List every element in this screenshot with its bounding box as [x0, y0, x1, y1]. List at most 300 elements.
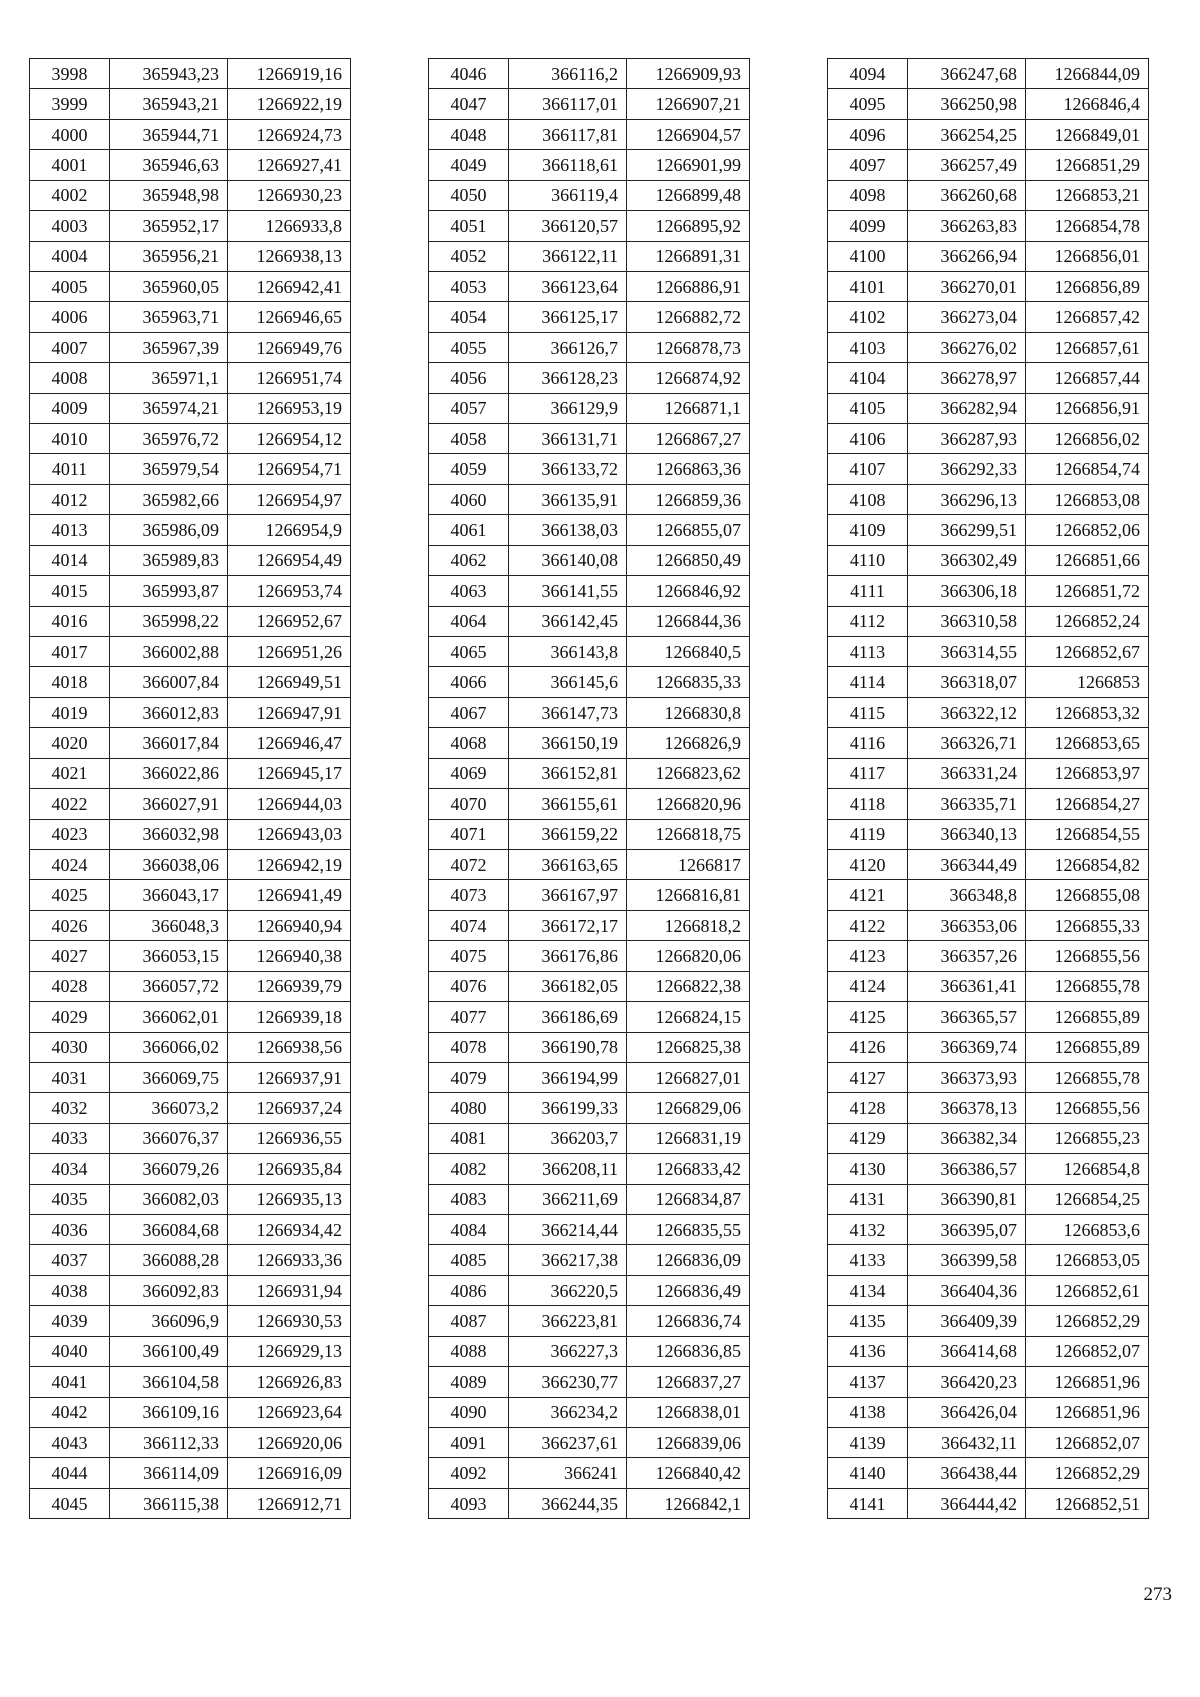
x-coordinate-cell: 366287,93	[908, 424, 1026, 454]
x-coordinate-cell: 366069,75	[110, 1062, 228, 1092]
x-coordinate-cell: 366012,83	[110, 697, 228, 727]
table-row	[30, 484, 351, 514]
y-coordinate-cell: 1266943,03	[228, 819, 351, 849]
point-number-cell: 4019	[30, 697, 110, 727]
table-row	[828, 302, 1149, 332]
point-number-cell: 4014	[30, 545, 110, 575]
point-number-cell: 4140	[828, 1458, 908, 1488]
y-coordinate-cell: 1266904,57	[627, 119, 750, 149]
table-row	[429, 1215, 750, 1245]
table-row	[429, 1336, 750, 1366]
y-coordinate-cell: 1266846,92	[627, 576, 750, 606]
x-coordinate-cell: 366257,49	[908, 150, 1026, 180]
y-coordinate-cell: 1266852,67	[1026, 637, 1149, 667]
x-coordinate-cell: 366142,45	[509, 606, 627, 636]
coordinate-table-2	[428, 58, 750, 1519]
y-coordinate-cell: 1266891,31	[627, 241, 750, 271]
y-coordinate-cell: 1266855,33	[1026, 910, 1149, 940]
y-coordinate-cell: 1266924,73	[228, 119, 351, 149]
table-row	[30, 606, 351, 636]
table-row	[828, 59, 1149, 89]
y-coordinate-cell: 1266853	[1026, 667, 1149, 697]
y-coordinate-cell: 1266907,21	[627, 89, 750, 119]
y-coordinate-cell: 1266916,09	[228, 1458, 351, 1488]
y-coordinate-cell: 1266878,73	[627, 332, 750, 362]
table-row	[828, 1306, 1149, 1336]
point-number-cell: 4036	[30, 1215, 110, 1245]
point-number-cell: 4064	[429, 606, 509, 636]
x-coordinate-cell: 366438,44	[908, 1458, 1026, 1488]
table-row	[30, 1367, 351, 1397]
x-coordinate-cell: 366172,17	[509, 910, 627, 940]
point-number-cell: 4070	[429, 789, 509, 819]
table-row	[828, 667, 1149, 697]
table-row	[828, 1002, 1149, 1032]
point-number-cell: 4076	[429, 971, 509, 1001]
y-coordinate-cell: 1266855,23	[1026, 1123, 1149, 1153]
point-number-cell: 4018	[30, 667, 110, 697]
table-row	[429, 302, 750, 332]
point-number-cell: 4003	[30, 211, 110, 241]
table-row	[429, 59, 750, 89]
point-number-cell: 4017	[30, 637, 110, 667]
y-coordinate-cell: 1266933,8	[228, 211, 351, 241]
point-number-cell: 4002	[30, 180, 110, 210]
point-number-cell: 4119	[828, 819, 908, 849]
y-coordinate-cell: 1266818,75	[627, 819, 750, 849]
x-coordinate-cell: 366123,64	[509, 271, 627, 301]
table-row	[828, 1062, 1149, 1092]
x-coordinate-cell: 365943,21	[110, 89, 228, 119]
y-coordinate-cell: 1266954,12	[228, 424, 351, 454]
y-coordinate-cell: 1266952,67	[228, 606, 351, 636]
point-number-cell: 4098	[828, 180, 908, 210]
x-coordinate-cell: 366432,11	[908, 1427, 1026, 1457]
x-coordinate-cell: 366057,72	[110, 971, 228, 1001]
table-row	[30, 241, 351, 271]
point-number-cell: 4128	[828, 1093, 908, 1123]
y-coordinate-cell: 1266844,36	[627, 606, 750, 636]
table-row	[30, 180, 351, 210]
point-number-cell: 4056	[429, 363, 509, 393]
point-number-cell: 4127	[828, 1062, 908, 1092]
table-row	[429, 1306, 750, 1336]
x-coordinate-cell: 366306,18	[908, 576, 1026, 606]
x-coordinate-cell: 366182,05	[509, 971, 627, 1001]
table-row	[429, 971, 750, 1001]
x-coordinate-cell: 366118,61	[509, 150, 627, 180]
y-coordinate-cell: 1266829,06	[627, 1093, 750, 1123]
x-coordinate-cell: 366194,99	[509, 1062, 627, 1092]
x-coordinate-cell: 366263,83	[908, 211, 1026, 241]
x-coordinate-cell: 366322,12	[908, 697, 1026, 727]
y-coordinate-cell: 1266937,91	[228, 1062, 351, 1092]
x-coordinate-cell: 366254,25	[908, 119, 1026, 149]
y-coordinate-cell: 1266851,72	[1026, 576, 1149, 606]
table-row	[429, 758, 750, 788]
x-coordinate-cell: 366088,28	[110, 1245, 228, 1275]
table-row	[828, 1032, 1149, 1062]
table-row	[429, 545, 750, 575]
x-coordinate-cell: 366159,22	[509, 819, 627, 849]
y-coordinate-cell: 1266899,48	[627, 180, 750, 210]
y-coordinate-cell: 1266940,94	[228, 910, 351, 940]
point-number-cell: 4004	[30, 241, 110, 271]
y-coordinate-cell: 1266851,29	[1026, 150, 1149, 180]
x-coordinate-cell: 366399,58	[908, 1245, 1026, 1275]
x-coordinate-cell: 366114,09	[110, 1458, 228, 1488]
point-number-cell: 4023	[30, 819, 110, 849]
x-coordinate-cell: 365967,39	[110, 332, 228, 362]
x-coordinate-cell: 365948,98	[110, 180, 228, 210]
y-coordinate-cell: 1266822,38	[627, 971, 750, 1001]
x-coordinate-cell: 366365,57	[908, 1002, 1026, 1032]
table-row	[30, 849, 351, 879]
table-row	[30, 576, 351, 606]
point-number-cell: 4007	[30, 332, 110, 362]
x-coordinate-cell: 366340,13	[908, 819, 1026, 849]
point-number-cell: 4078	[429, 1032, 509, 1062]
table-row	[429, 910, 750, 940]
table-row	[429, 150, 750, 180]
table-row	[429, 849, 750, 879]
x-coordinate-cell: 366119,4	[509, 180, 627, 210]
y-coordinate-cell: 1266852,07	[1026, 1427, 1149, 1457]
point-number-cell: 4117	[828, 758, 908, 788]
point-number-cell: 4111	[828, 576, 908, 606]
table-row	[429, 1093, 750, 1123]
x-coordinate-cell: 366420,23	[908, 1367, 1026, 1397]
table-row	[30, 910, 351, 940]
point-number-cell: 4108	[828, 484, 908, 514]
y-coordinate-cell: 1266835,55	[627, 1215, 750, 1245]
x-coordinate-cell: 366147,73	[509, 697, 627, 727]
table-row	[828, 1123, 1149, 1153]
table-row	[30, 545, 351, 575]
point-number-cell: 4137	[828, 1367, 908, 1397]
point-number-cell: 4022	[30, 789, 110, 819]
x-coordinate-cell: 366082,03	[110, 1184, 228, 1214]
table-row	[828, 393, 1149, 423]
y-coordinate-cell: 1266929,13	[228, 1336, 351, 1366]
x-coordinate-cell: 366382,34	[908, 1123, 1026, 1153]
x-coordinate-cell: 366163,65	[509, 849, 627, 879]
point-number-cell: 4114	[828, 667, 908, 697]
point-number-cell: 4048	[429, 119, 509, 149]
table-row	[30, 393, 351, 423]
table-row	[429, 1032, 750, 1062]
point-number-cell: 4084	[429, 1215, 509, 1245]
x-coordinate-cell: 366048,3	[110, 910, 228, 940]
point-number-cell: 4115	[828, 697, 908, 727]
table-row	[30, 302, 351, 332]
y-coordinate-cell: 1266854,27	[1026, 789, 1149, 819]
y-coordinate-cell: 1266852,06	[1026, 515, 1149, 545]
table-row	[429, 180, 750, 210]
point-number-cell: 4035	[30, 1184, 110, 1214]
point-number-cell: 4005	[30, 271, 110, 301]
point-number-cell: 4077	[429, 1002, 509, 1032]
x-coordinate-cell: 365963,71	[110, 302, 228, 332]
point-number-cell: 4038	[30, 1275, 110, 1305]
point-number-cell: 4087	[429, 1306, 509, 1336]
point-number-cell: 4093	[429, 1488, 509, 1518]
point-number-cell: 4025	[30, 880, 110, 910]
x-coordinate-cell: 366112,33	[110, 1427, 228, 1457]
table-row	[828, 849, 1149, 879]
coordinate-table-3	[827, 58, 1149, 1519]
x-coordinate-cell: 366344,49	[908, 849, 1026, 879]
table-row	[429, 1458, 750, 1488]
y-coordinate-cell: 1266836,09	[627, 1245, 750, 1275]
point-number-cell: 4029	[30, 1002, 110, 1032]
point-number-cell: 4112	[828, 606, 908, 636]
table-row	[30, 211, 351, 241]
table-row	[30, 1093, 351, 1123]
x-coordinate-cell: 365960,05	[110, 271, 228, 301]
x-coordinate-cell: 366062,01	[110, 1002, 228, 1032]
point-number-cell: 4047	[429, 89, 509, 119]
point-number-cell: 4121	[828, 880, 908, 910]
x-coordinate-cell: 366076,37	[110, 1123, 228, 1153]
point-number-cell: 4136	[828, 1336, 908, 1366]
y-coordinate-cell: 1266856,91	[1026, 393, 1149, 423]
y-coordinate-cell: 1266953,74	[228, 576, 351, 606]
point-number-cell: 4054	[429, 302, 509, 332]
x-coordinate-cell: 366326,71	[908, 728, 1026, 758]
point-number-cell: 4085	[429, 1245, 509, 1275]
table-row	[30, 1245, 351, 1275]
y-coordinate-cell: 1266951,26	[228, 637, 351, 667]
y-coordinate-cell: 1266854,74	[1026, 454, 1149, 484]
table-row	[30, 667, 351, 697]
table-row	[429, 89, 750, 119]
y-coordinate-cell: 1266874,92	[627, 363, 750, 393]
table-row	[30, 637, 351, 667]
y-coordinate-cell: 1266855,56	[1026, 1093, 1149, 1123]
point-number-cell: 4006	[30, 302, 110, 332]
x-coordinate-cell: 366116,2	[509, 59, 627, 89]
point-number-cell: 4126	[828, 1032, 908, 1062]
table-row	[30, 515, 351, 545]
x-coordinate-cell: 366208,11	[509, 1154, 627, 1184]
x-coordinate-cell: 366395,07	[908, 1215, 1026, 1245]
table-row	[429, 880, 750, 910]
x-coordinate-cell: 366115,38	[110, 1488, 228, 1518]
point-number-cell: 4068	[429, 728, 509, 758]
point-number-cell: 4059	[429, 454, 509, 484]
y-coordinate-cell: 1266951,74	[228, 363, 351, 393]
table-row	[828, 758, 1149, 788]
point-number-cell: 4058	[429, 424, 509, 454]
table-row	[429, 241, 750, 271]
point-number-cell: 4096	[828, 119, 908, 149]
point-number-cell: 4094	[828, 59, 908, 89]
point-number-cell: 4021	[30, 758, 110, 788]
table-row	[429, 667, 750, 697]
y-coordinate-cell: 1266834,87	[627, 1184, 750, 1214]
x-coordinate-cell: 366331,24	[908, 758, 1026, 788]
point-number-cell: 4104	[828, 363, 908, 393]
table-row	[30, 758, 351, 788]
y-coordinate-cell: 1266823,62	[627, 758, 750, 788]
y-coordinate-cell: 1266844,09	[1026, 59, 1149, 89]
y-coordinate-cell: 1266912,71	[228, 1488, 351, 1518]
point-number-cell: 4103	[828, 332, 908, 362]
x-coordinate-cell: 366250,98	[908, 89, 1026, 119]
point-number-cell: 4132	[828, 1215, 908, 1245]
y-coordinate-cell: 1266909,93	[627, 59, 750, 89]
table-row	[429, 1062, 750, 1092]
y-coordinate-cell: 1266855,07	[627, 515, 750, 545]
y-coordinate-cell: 1266940,38	[228, 941, 351, 971]
x-coordinate-cell: 366314,55	[908, 637, 1026, 667]
x-coordinate-cell: 366167,97	[509, 880, 627, 910]
table-row	[828, 637, 1149, 667]
table-row	[30, 971, 351, 1001]
table-row	[30, 1215, 351, 1245]
y-coordinate-cell: 1266859,36	[627, 484, 750, 514]
y-coordinate-cell: 1266953,19	[228, 393, 351, 423]
table-row	[30, 1032, 351, 1062]
point-number-cell: 4050	[429, 180, 509, 210]
point-number-cell: 4052	[429, 241, 509, 271]
y-coordinate-cell: 1266946,65	[228, 302, 351, 332]
point-number-cell: 4008	[30, 363, 110, 393]
table-row	[429, 211, 750, 241]
table-row	[429, 819, 750, 849]
y-coordinate-cell: 1266853,6	[1026, 1215, 1149, 1245]
x-coordinate-cell: 366109,16	[110, 1397, 228, 1427]
point-number-cell: 4124	[828, 971, 908, 1001]
table-row	[30, 59, 351, 89]
point-number-cell: 4000	[30, 119, 110, 149]
point-number-cell: 4125	[828, 1002, 908, 1032]
coordinate-table-body	[429, 59, 750, 1519]
table-row	[429, 1123, 750, 1153]
y-coordinate-cell: 1266867,27	[627, 424, 750, 454]
y-coordinate-cell: 1266854,25	[1026, 1184, 1149, 1214]
y-coordinate-cell: 1266930,23	[228, 180, 351, 210]
y-coordinate-cell: 1266830,8	[627, 697, 750, 727]
x-coordinate-cell: 365979,54	[110, 454, 228, 484]
table-row	[30, 697, 351, 727]
table-row	[429, 606, 750, 636]
x-coordinate-cell: 366247,68	[908, 59, 1026, 89]
table-row	[429, 728, 750, 758]
table-row	[828, 880, 1149, 910]
table-row	[828, 606, 1149, 636]
point-number-cell: 4009	[30, 393, 110, 423]
x-coordinate-cell: 366260,68	[908, 180, 1026, 210]
y-coordinate-cell: 1266852,24	[1026, 606, 1149, 636]
x-coordinate-cell: 366282,94	[908, 393, 1026, 423]
y-coordinate-cell: 1266938,56	[228, 1032, 351, 1062]
y-coordinate-cell: 1266946,47	[228, 728, 351, 758]
y-coordinate-cell: 1266852,29	[1026, 1458, 1149, 1488]
table-row	[429, 941, 750, 971]
table-row	[828, 424, 1149, 454]
table-row	[828, 515, 1149, 545]
point-number-cell: 4037	[30, 1245, 110, 1275]
x-coordinate-cell: 366444,42	[908, 1488, 1026, 1518]
table-row	[828, 1488, 1149, 1518]
point-number-cell: 4134	[828, 1275, 908, 1305]
x-coordinate-cell: 365989,83	[110, 545, 228, 575]
y-coordinate-cell: 1266933,36	[228, 1245, 351, 1275]
y-coordinate-cell: 1266842,1	[627, 1488, 750, 1518]
table-row	[429, 484, 750, 514]
table-row	[429, 332, 750, 362]
y-coordinate-cell: 1266855,89	[1026, 1032, 1149, 1062]
table-row	[30, 819, 351, 849]
y-coordinate-cell: 1266954,97	[228, 484, 351, 514]
x-coordinate-cell: 366022,86	[110, 758, 228, 788]
y-coordinate-cell: 1266941,49	[228, 880, 351, 910]
x-coordinate-cell: 366053,15	[110, 941, 228, 971]
x-coordinate-cell: 366361,41	[908, 971, 1026, 1001]
x-coordinate-cell: 366120,57	[509, 211, 627, 241]
point-number-cell: 4001	[30, 150, 110, 180]
point-number-cell: 4092	[429, 1458, 509, 1488]
table-row	[828, 271, 1149, 301]
point-number-cell: 4105	[828, 393, 908, 423]
y-coordinate-cell: 1266831,19	[627, 1123, 750, 1153]
y-coordinate-cell: 1266827,01	[627, 1062, 750, 1092]
y-coordinate-cell: 1266836,74	[627, 1306, 750, 1336]
point-number-cell: 4083	[429, 1184, 509, 1214]
point-number-cell: 4074	[429, 910, 509, 940]
point-number-cell: 4079	[429, 1062, 509, 1092]
point-number-cell: 4013	[30, 515, 110, 545]
table-row	[828, 180, 1149, 210]
point-number-cell: 4099	[828, 211, 908, 241]
table-row	[30, 150, 351, 180]
table-row	[429, 393, 750, 423]
x-coordinate-cell: 366017,84	[110, 728, 228, 758]
point-number-cell: 4139	[828, 1427, 908, 1457]
y-coordinate-cell: 1266927,41	[228, 150, 351, 180]
y-coordinate-cell: 1266818,2	[627, 910, 750, 940]
point-number-cell: 4043	[30, 1427, 110, 1457]
point-number-cell: 4033	[30, 1123, 110, 1153]
y-coordinate-cell: 1266854,78	[1026, 211, 1149, 241]
table-row	[429, 119, 750, 149]
x-coordinate-cell: 366266,94	[908, 241, 1026, 271]
x-coordinate-cell: 365986,09	[110, 515, 228, 545]
y-coordinate-cell: 1266816,81	[627, 880, 750, 910]
x-coordinate-cell: 366038,06	[110, 849, 228, 879]
point-number-cell: 4107	[828, 454, 908, 484]
point-number-cell: 4020	[30, 728, 110, 758]
table-row	[828, 1245, 1149, 1275]
point-number-cell: 4067	[429, 697, 509, 727]
table-row	[30, 1062, 351, 1092]
x-coordinate-cell: 366386,57	[908, 1154, 1026, 1184]
table-row	[30, 1275, 351, 1305]
table-row	[828, 1458, 1149, 1488]
x-coordinate-cell: 366414,68	[908, 1336, 1026, 1366]
point-number-cell: 4110	[828, 545, 908, 575]
point-number-cell: 4138	[828, 1397, 908, 1427]
point-number-cell: 3999	[30, 89, 110, 119]
x-coordinate-cell: 365976,72	[110, 424, 228, 454]
point-number-cell: 4095	[828, 89, 908, 119]
point-number-cell: 4109	[828, 515, 908, 545]
table-row	[30, 89, 351, 119]
y-coordinate-cell: 1266947,91	[228, 697, 351, 727]
y-coordinate-cell: 1266923,64	[228, 1397, 351, 1427]
